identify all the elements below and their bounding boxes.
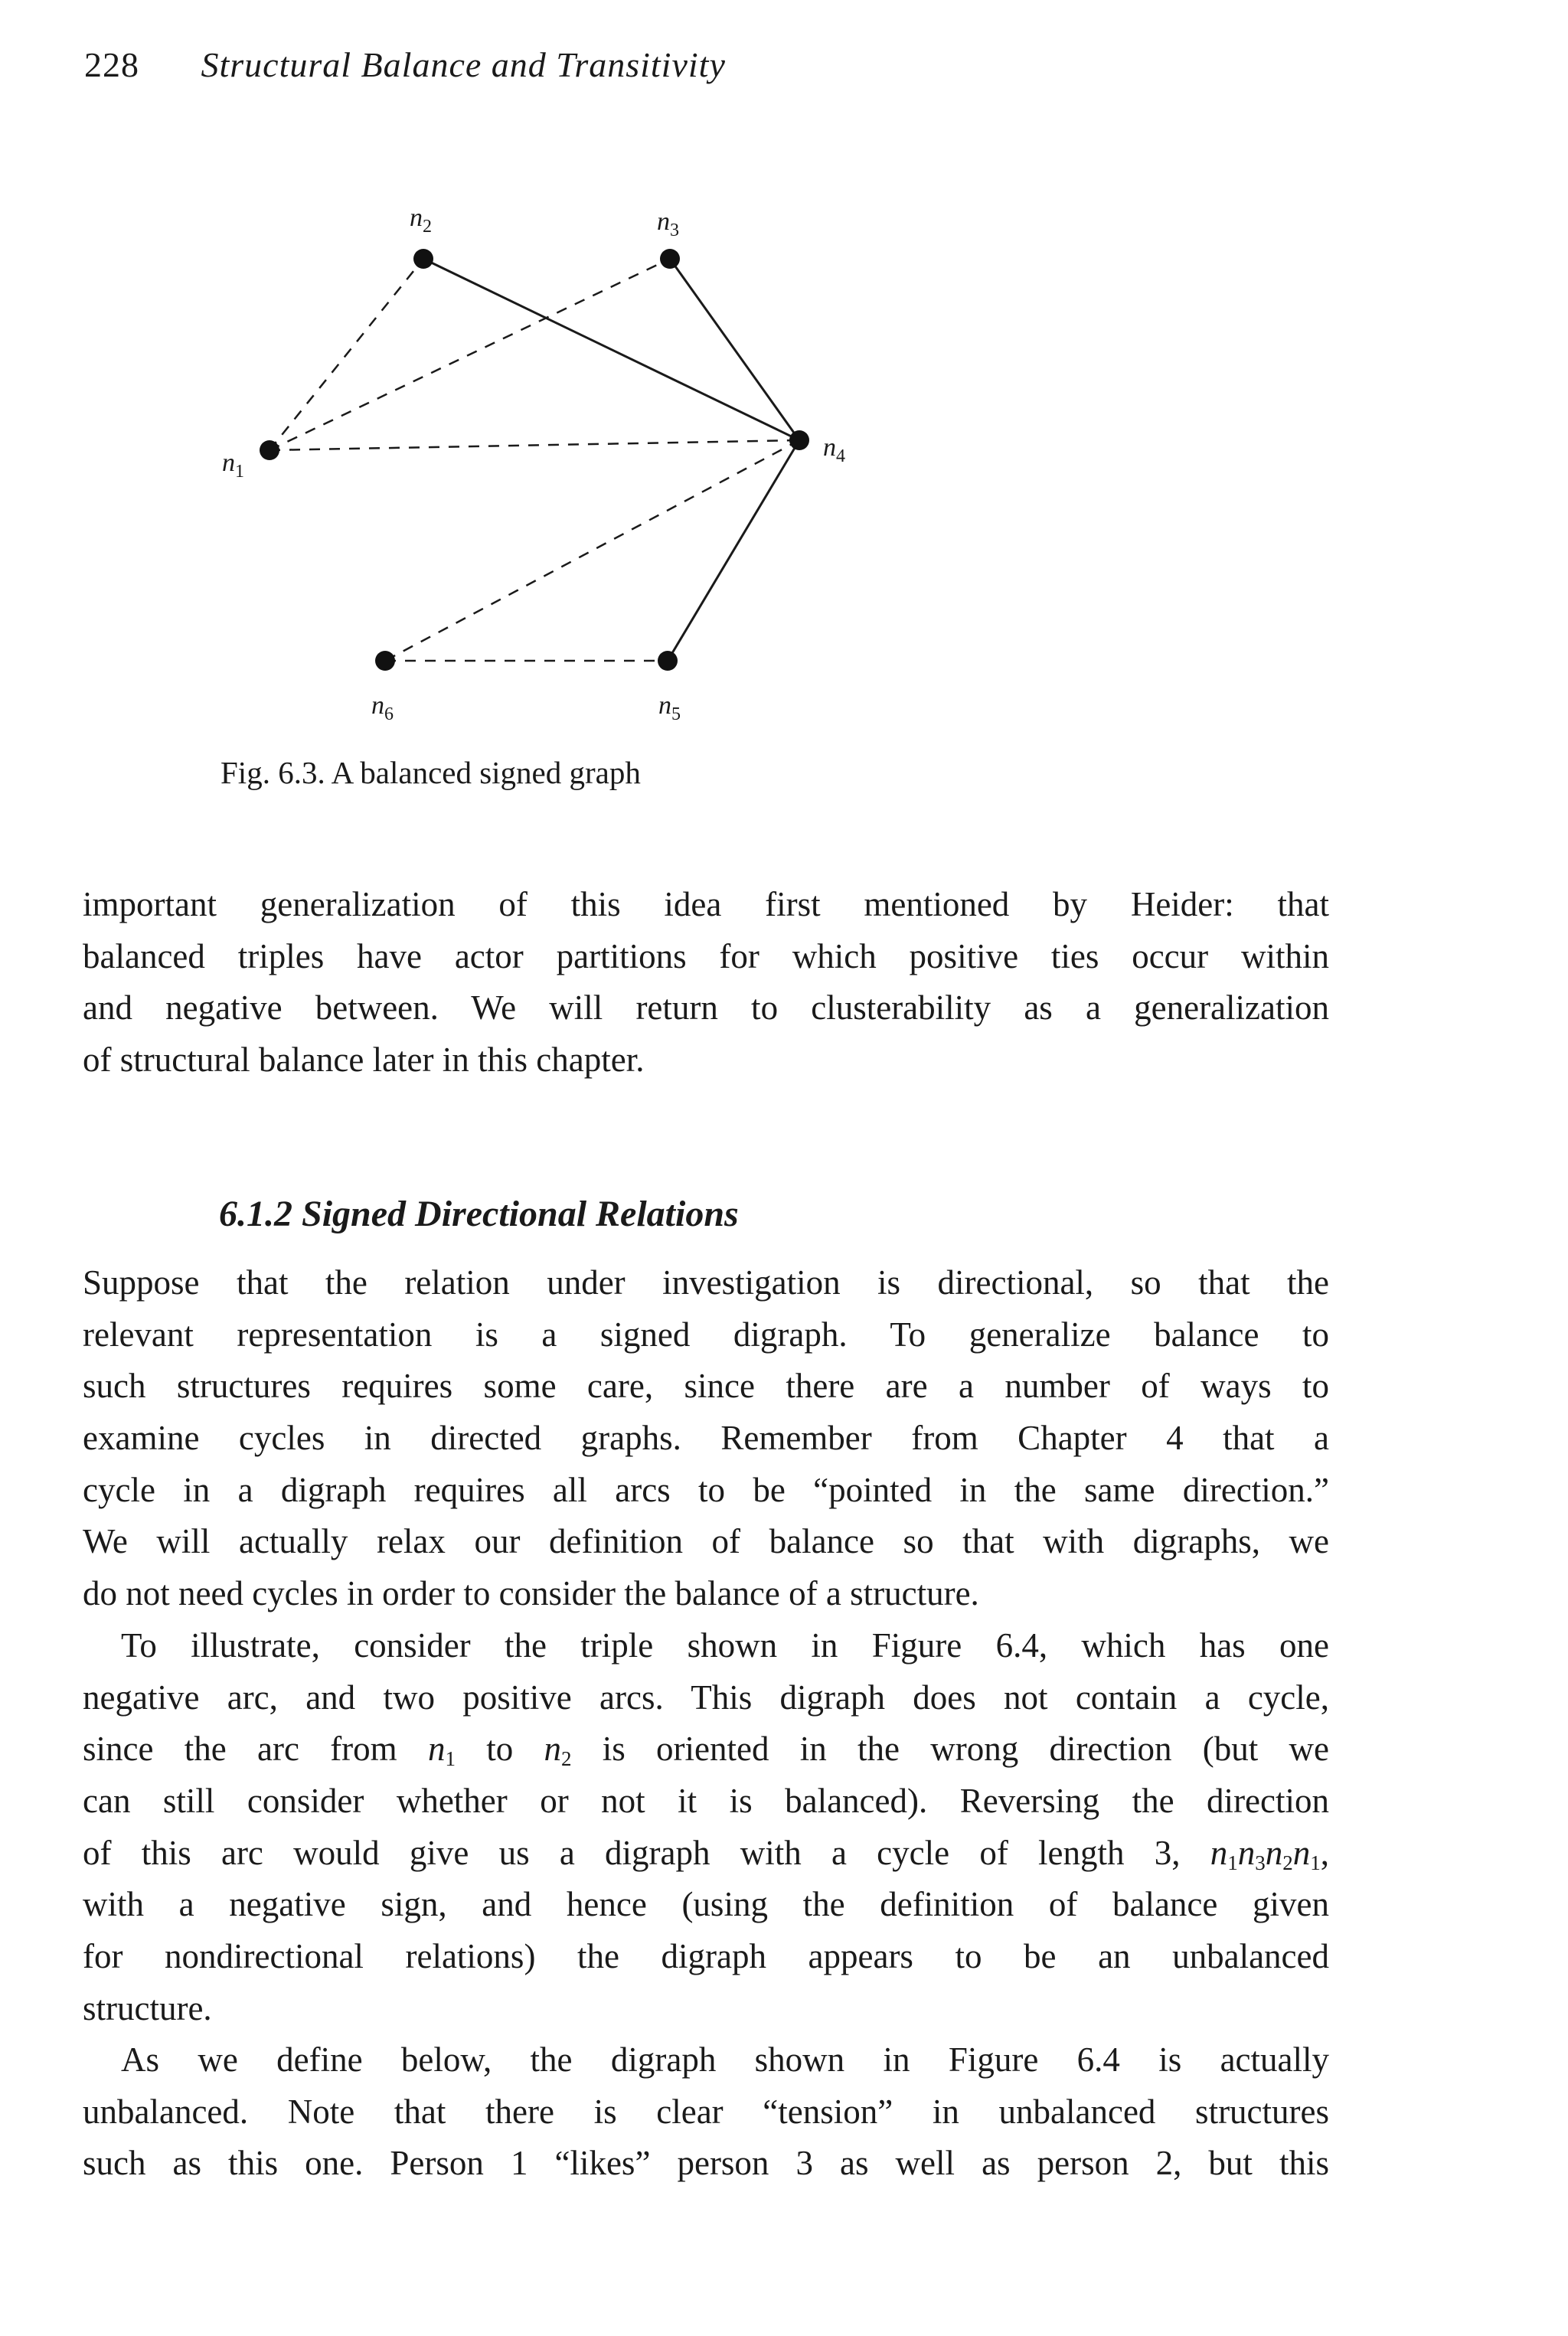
text-line: structure.: [83, 1988, 212, 2027]
paragraph-1: [83, 879, 1329, 1086]
text-line: Suppose that the relation under investigation is directional, so that the: [83, 1263, 1329, 1302]
paragraph-3: [83, 1620, 1329, 2035]
edge-positive-n3-n4: [670, 259, 799, 440]
edge-negative-n4-n6: [385, 440, 799, 661]
text-line: do not need cycles in order to consider the balance of a structure.: [83, 1574, 979, 1613]
section-heading: 6.1.2 Signed Directional Relations: [219, 1194, 739, 1234]
figure-caption: Fig. 6.3. A balanced signed graph: [220, 755, 641, 790]
text-line: As we define below, the digraph shown in Figure 6.4 is actually: [121, 2040, 1329, 2079]
node-n3: [660, 249, 680, 269]
edge-negative-n1-n3: [270, 259, 670, 450]
node-label-n2: $n_2$: [410, 204, 432, 237]
graph-node-labels: [222, 204, 845, 724]
node-label-n5: $n_5$: [658, 691, 681, 724]
text-line: such structures requires some care, since there are a number of ways to: [83, 1367, 1329, 1406]
node-n1: [260, 440, 279, 460]
text-line-with-math: since the arc from $n_1$ to $n_2$ is oriented in the wrong direction (but we: [83, 1730, 1329, 1771]
text-line: of structural balance later in this chapter.: [83, 1041, 645, 1080]
signed-graph-figure: [0, 0, 1568, 750]
node-label-n6: $n_6$: [371, 691, 394, 724]
page-number: 228: [84, 45, 139, 84]
text-line: We will actually relax our definition of balance so that with digraphs, we: [83, 1522, 1329, 1561]
text-line: To illustrate, consider the triple shown in Figure 6.4, which has one: [121, 1626, 1329, 1665]
node-n4: [789, 430, 809, 450]
text-line: examine cycles in directed graphs. Remember from Chapter 4 that a: [83, 1419, 1329, 1458]
paragraph-2: [83, 1257, 1329, 1620]
node-label-n1: $n_1$: [222, 449, 244, 482]
node-n6: [375, 651, 395, 671]
cycle-notation: $n_1n_3n_2n_1$,: [1210, 1833, 1329, 1874]
node-label-n3: $n_3$: [657, 207, 679, 240]
text-line: unbalanced. Note that there is clear “tension” in unbalanced structures: [83, 2092, 1329, 2131]
graph-edges: [270, 259, 799, 661]
text-line: and negative between. We will return to clusterability as a generalization: [83, 988, 1329, 1028]
text-line-with-math: of this arc would give us a digraph with a cycle of length 3, $n_1n_3n_2n_1$,: [83, 1833, 1329, 1874]
edge-negative-n1-n2: [270, 259, 423, 450]
text-line: important generalization of this idea first mentioned by Heider: that: [83, 885, 1329, 923]
text-line: balanced triples have actor partitions for which positive ties occur within: [83, 936, 1329, 975]
node-n5: [658, 651, 678, 671]
text-line: negative arc, and two positive arcs. This digraph does not contain a cycle,: [83, 1678, 1329, 1717]
node-label-n4: $n_4$: [823, 433, 845, 466]
text-line: can still consider whether or not it is balanced). Reversing the direction: [83, 1782, 1329, 1821]
text-line: such as this one. Person 1 “likes” person 3 as well as person 2, but this: [83, 2144, 1329, 2183]
paragraph-4: [83, 2034, 1329, 2190]
edge-negative-n1-n4: [270, 440, 799, 450]
edge-positive-n4-n5: [668, 440, 799, 661]
text-line: for nondirectional relations) the digraph appears to be an unbalanced: [83, 1937, 1329, 1976]
text-line: cycle in a digraph requires all arcs to be “pointed in the same direction.”: [83, 1470, 1329, 1509]
text-line: with a negative sign, and hence (using the definition of balance given: [83, 1885, 1329, 1924]
node-n2: [413, 249, 433, 269]
running-title: Structural Balance and Transitivity: [201, 45, 726, 84]
text-line: relevant representation is a signed digraph. To generalize balance to: [83, 1315, 1329, 1354]
